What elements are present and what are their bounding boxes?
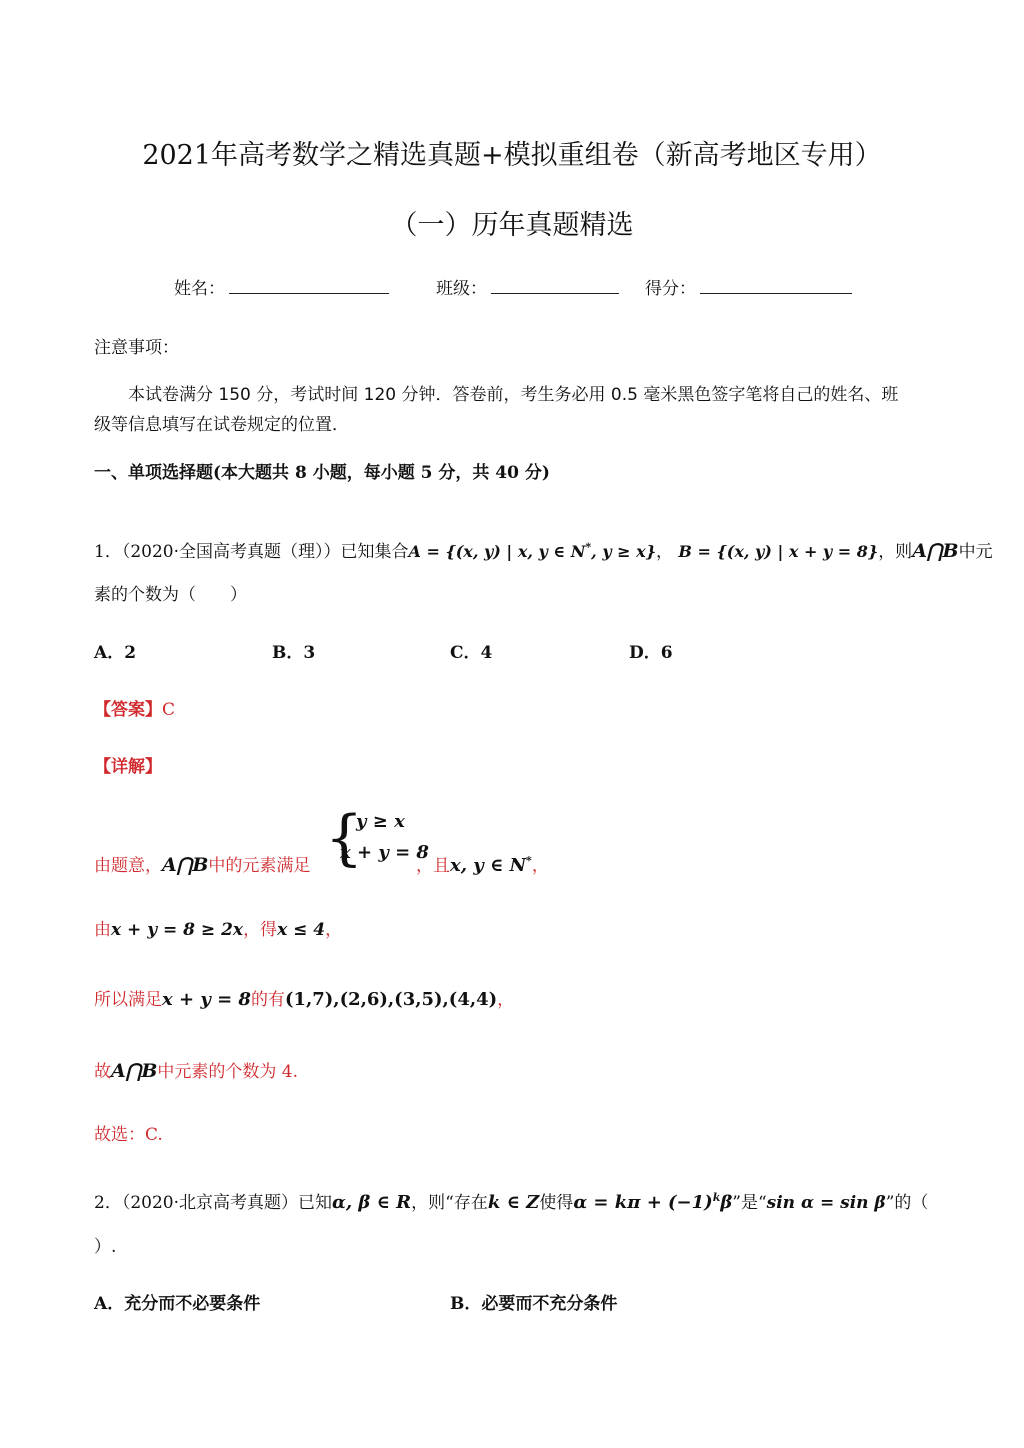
q1-step-3: 所以满足x + y = 8的有(1,7),(2,6),(3,5),(4,4)， bbox=[94, 989, 515, 1010]
q2-prefix: 2．（2020·北京高考真题）已知 bbox=[94, 1193, 332, 1213]
q1-option-b[interactable]: B．3 bbox=[272, 643, 316, 663]
step3-expr: x + y = 8 bbox=[162, 989, 251, 1010]
score-blank[interactable] bbox=[700, 279, 852, 294]
q1-detail-label: 【详解】 bbox=[94, 757, 162, 777]
q1-intersection: A⋂B bbox=[912, 540, 959, 562]
score-field[interactable] bbox=[645, 274, 852, 299]
class-field[interactable] bbox=[436, 274, 619, 299]
system-eq-1: y ≥ x bbox=[356, 811, 405, 832]
q1-option-a[interactable]: A．2 bbox=[94, 643, 137, 663]
step4-intersection: A⋂B bbox=[111, 1060, 158, 1082]
step3-pairs: (1,7),(2,6),(3,5),(4,4) bbox=[284, 989, 498, 1010]
q1-step-2: 由x + y = 8 ≥ 2x，得x ≤ 4， bbox=[94, 920, 343, 940]
document-subtitle: （一）历年真题精选 bbox=[390, 210, 634, 241]
notice-line-1: 本试卷满分 150 分，考试时间 120 分钟．答卷前，考生务必用 0.5 毫米黑色签字笔将自己的姓名、班 bbox=[128, 385, 899, 405]
notice-heading: 注意事项： bbox=[94, 338, 179, 358]
q2-option-a[interactable]: A．充分而不必要条件 bbox=[94, 1294, 261, 1314]
q2-expr: $\alpha = k\pi + (-1)^k\beta$ bbox=[573, 1191, 733, 1213]
q1-prefix: 1．（2020·全国高考真题（理））已知集合 bbox=[94, 542, 409, 562]
step2-expr: x + y = 8 ≥ 2x bbox=[111, 920, 244, 940]
q1-step-5: 故选：C. bbox=[94, 1125, 163, 1145]
question-1-line-2: 素的个数为（ ） bbox=[94, 585, 247, 605]
question-2-line-2: ）. bbox=[94, 1237, 117, 1257]
system-eq-2: x + y = 8 bbox=[340, 842, 429, 863]
name-blank[interactable] bbox=[229, 279, 389, 294]
class-label: 班级： bbox=[436, 279, 487, 299]
question-2-line-1: 2．（2020·北京高考真题）已知α, β ∈ R，则“存在k ∈ Z使得$\alpha = k\pi + (-1)^k\beta$”是“sin α = sin β”的（ bbox=[94, 1191, 929, 1213]
q1-step-4: 故A⋂B中元素的个数为 4. bbox=[94, 1060, 299, 1082]
q1-step-1-prefix: 由题意，A⋂B中的元素满足 bbox=[94, 854, 311, 876]
name-field[interactable] bbox=[174, 274, 389, 299]
q1-option-c[interactable]: C．4 bbox=[450, 643, 493, 663]
q2-k: k ∈ Z bbox=[487, 1192, 540, 1213]
class-blank[interactable] bbox=[491, 279, 619, 294]
q1-comma: ， bbox=[655, 542, 673, 562]
question-1-line-1 bbox=[94, 537, 993, 562]
score-label: 得分： bbox=[645, 279, 696, 299]
step2-result: x ≤ 4 bbox=[277, 920, 326, 940]
q1-answer bbox=[94, 695, 175, 720]
answer-value: C bbox=[162, 700, 176, 720]
name-label: 姓名： bbox=[174, 279, 225, 299]
notice-line-2: 级等信息填写在试卷规定的位置． bbox=[94, 415, 349, 435]
step1-condition: x, y ∈ N* bbox=[450, 854, 532, 876]
document-title: 2021年高考数学之精选真题+模拟重组卷（新高考地区专用） bbox=[142, 140, 882, 171]
q1-suffix: 中元 bbox=[958, 542, 993, 562]
q2-condition: α, β ∈ R bbox=[331, 1192, 412, 1213]
q2-option-b[interactable]: B．必要而不充分条件 bbox=[450, 1294, 618, 1314]
step1-intersection: A⋂B bbox=[162, 854, 209, 876]
system-brace: { bbox=[325, 803, 364, 873]
q1-set-b: B = {(x, y) | x + y = 8} bbox=[678, 542, 879, 561]
q1-option-d[interactable]: D．6 bbox=[629, 643, 673, 663]
answer-label: 【答案】 bbox=[94, 700, 162, 720]
q1-set-a: A = {(x, y) | x, y ∈ N*, y ≥ x} bbox=[408, 540, 656, 561]
section-heading: 一、单项选择题(本大题共 8 小题，每小题 5 分，共 40 分) bbox=[94, 463, 550, 483]
q1-then: ，则 bbox=[878, 542, 913, 562]
q1-step-1-suffix: ，且x, y ∈ N*， bbox=[416, 854, 549, 876]
q2-sin: sin α = sin β bbox=[766, 1193, 886, 1213]
